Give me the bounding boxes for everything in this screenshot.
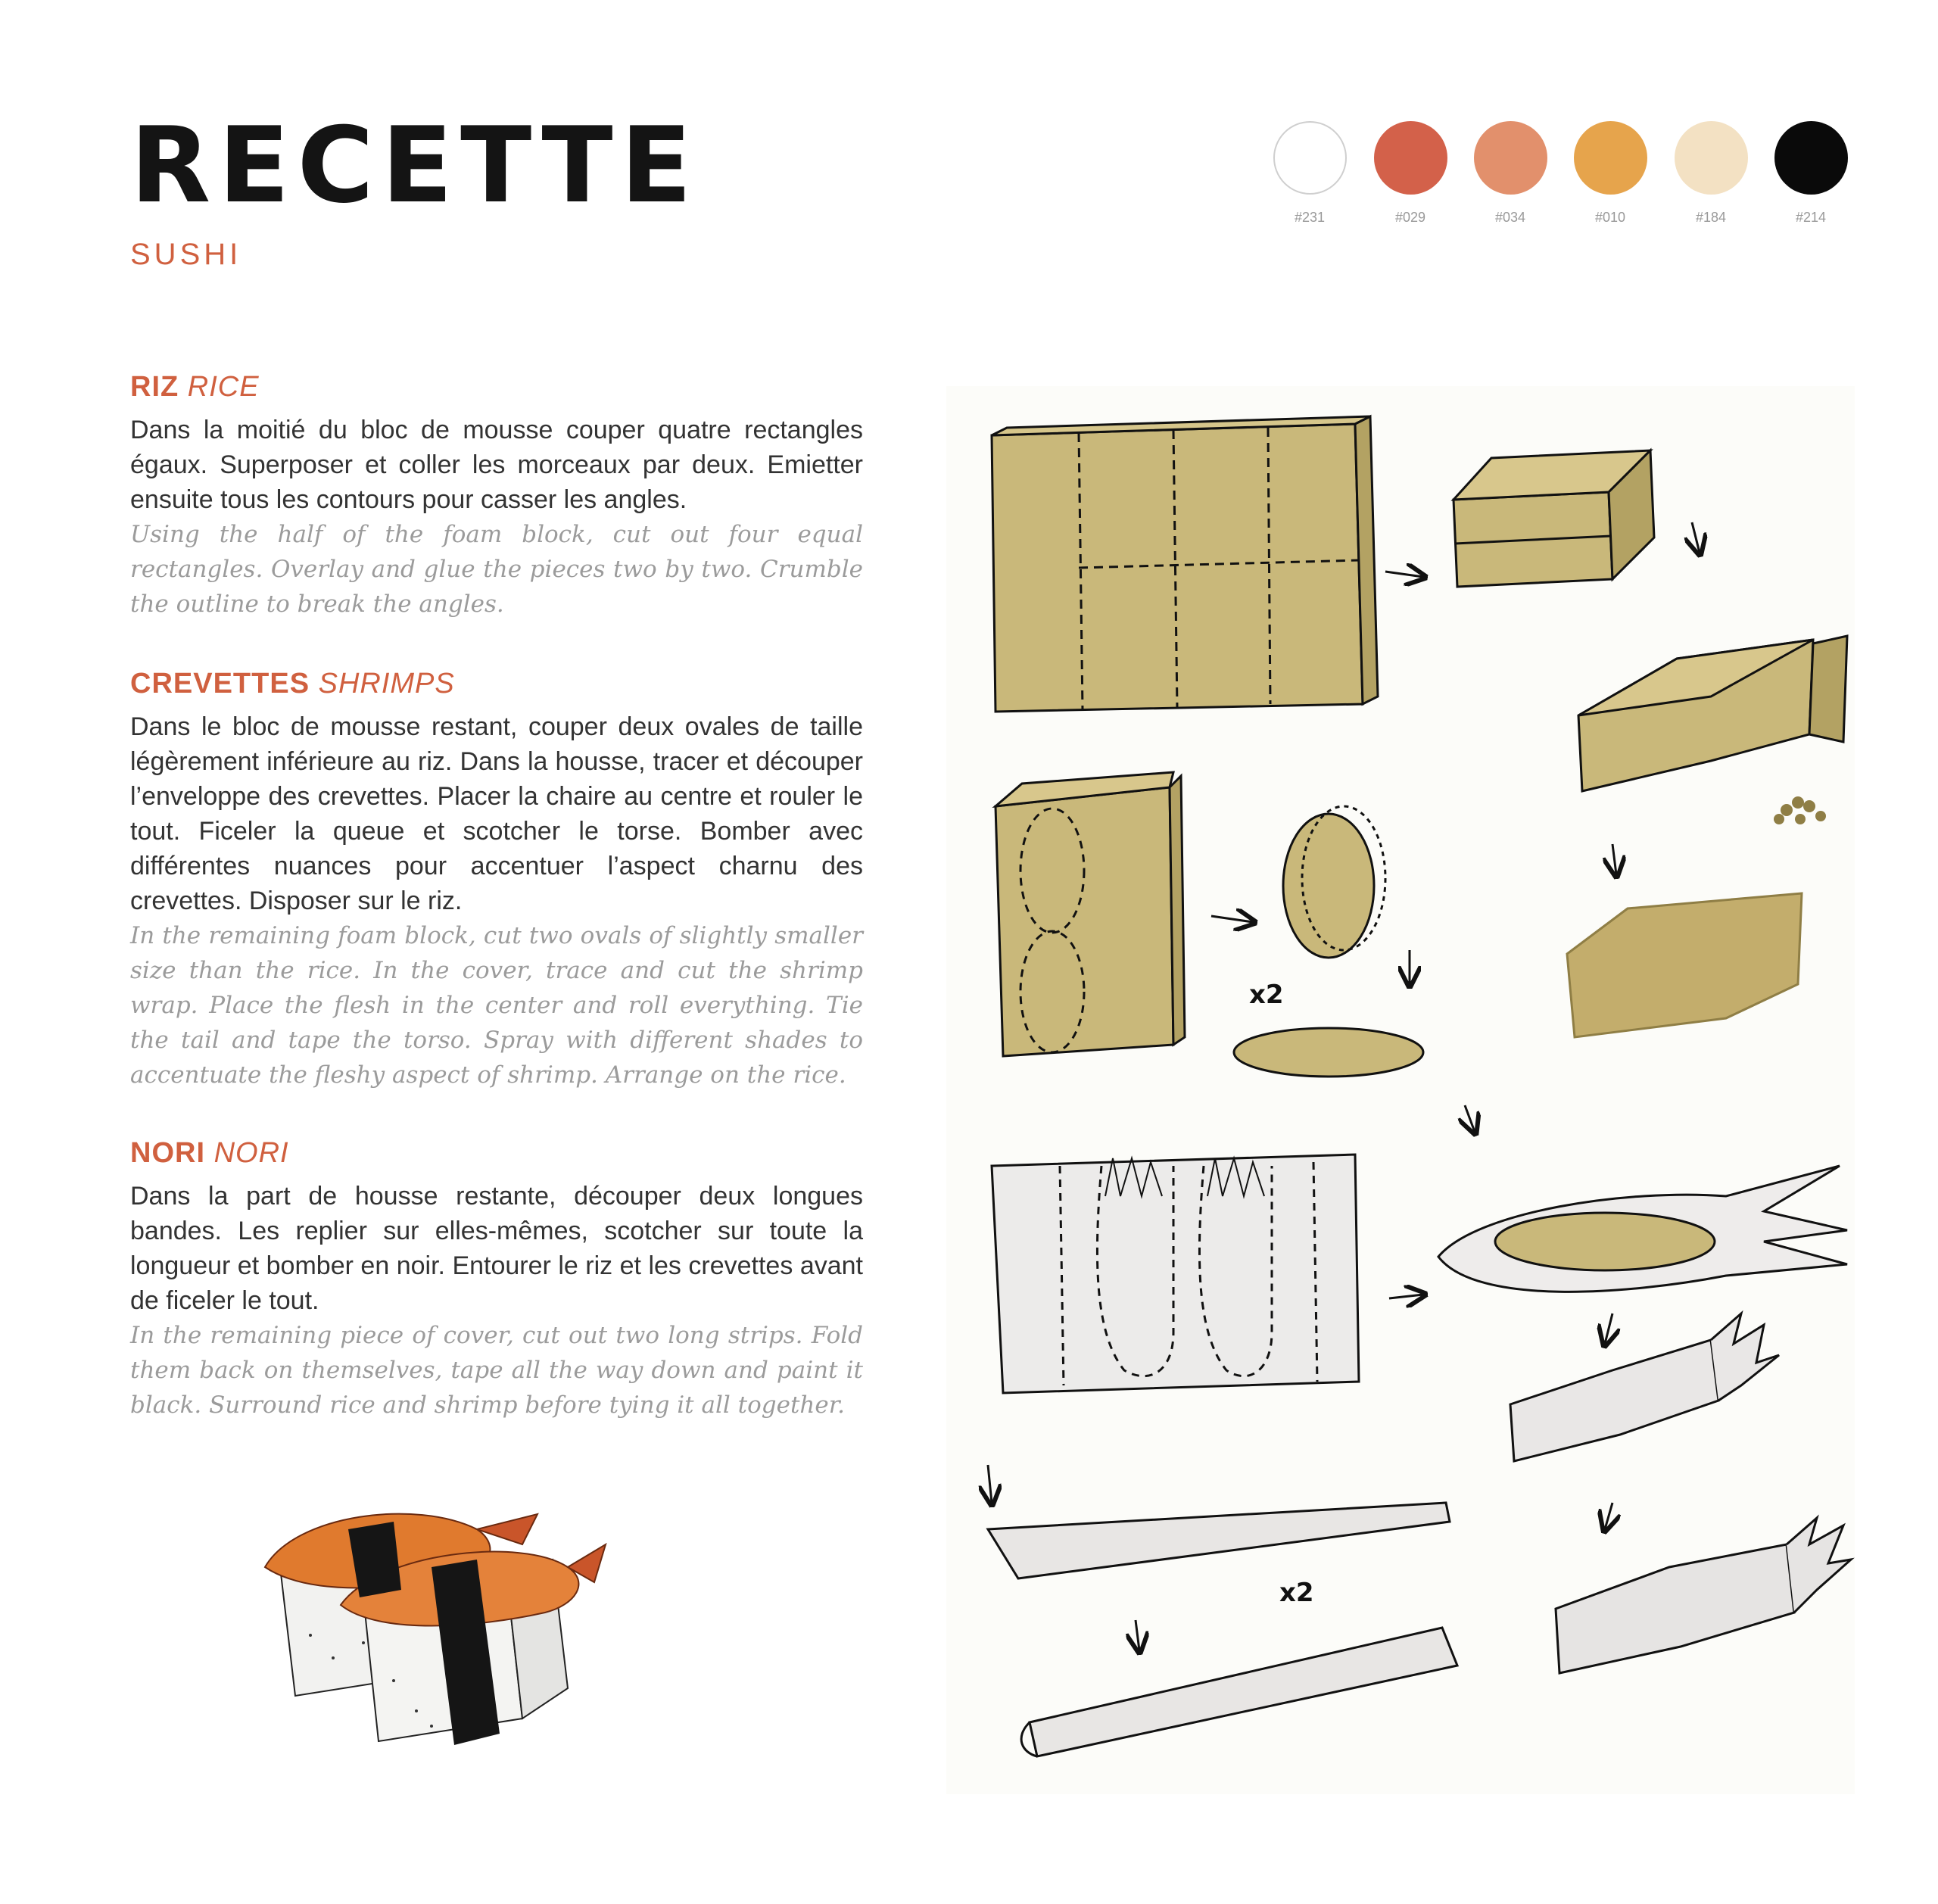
x2-label: x2 [1279,1578,1314,1608]
text-fr: Dans la part de housse restante, découper deux longues bandes. Les replier sur elles-mêmes, scotcher sur toute la longueur et bomber en noir. Entourer le riz et les crevettes avant de ficeler le tout. [130,1182,863,1315]
crumbs [1774,796,1826,824]
swatch-dot [1675,121,1748,195]
oval-drawing [1283,806,1385,958]
tall-block-drawing [995,772,1185,1056]
section-crevettes [130,668,863,1092]
color-palette [1272,121,1855,235]
section-title [130,1137,863,1170]
section-title [130,668,863,700]
swatch-1 [1272,121,1348,226]
rolled-shrimp-drawing [1510,1313,1779,1461]
title-en: RICE [187,371,260,403]
section-title [130,371,863,404]
swatch-dot [1374,121,1447,195]
title-fr: CREVETTES [130,668,310,700]
section-riz [130,371,863,622]
swatch-4 [1572,121,1648,226]
text-fr: Dans la moitié du bloc de mousse couper quatre rectangles égaux. Superposer et coller les morceaux par deux. Emietter ensuite tous les contours pour casser les angles. [130,416,863,514]
swatch-dot [1774,121,1848,195]
foam-block-drawing [992,416,1378,712]
title-en: SHRIMPS [318,668,455,700]
swatch-dot [1474,121,1547,195]
crumbled-block-drawing [1578,636,1847,791]
sushi-image [250,1484,734,1802]
nori-strip-drawing [988,1503,1450,1578]
shrimp-wrap-drawing [1438,1166,1847,1292]
swatch-dot [1574,121,1647,195]
folded-strip-drawing [1021,1628,1457,1756]
x2-label: x2 [1249,980,1284,1010]
text-en: Using the half of the foam block, cut out four equal rectangles. Overlay and glue the pieces two by two. Crumble the outline to break the angles. [130,521,863,618]
text-fr: Dans le bloc de mousse restant, couper deux ovales de taille légèrement inférieure au riz. Dans la housse, tracer et découper l’enveloppe des crevettes. Placer la chaire au centre et rouler le tout. Ficeler la queue et scotcher le torse. Bomber avec différentes nuances pour accentuer l’aspect charnu des crevettes. Disposer sur le riz. [130,712,863,915]
swatch-dot [1273,121,1347,195]
swatch-code: #029 [1394,210,1426,225]
swatch-code: #010 [1594,210,1626,225]
text-en: In the remaining foam block, cut two ovals of slightly smaller size than the rice. In the cover, trace and cut the shrimp wrap. Place the flesh in the center and roll everything. Tie the tail and tape the torso. Spray with different shades to accentuate the fleshy aspect of shrimp. Arrange on the rice. [130,922,863,1089]
cover-sheet-drawing [992,1155,1359,1393]
page-subtitle: SUSHI [130,238,242,271]
swatch-5 [1673,121,1749,226]
text-en: In the remaining piece of cover, cut out two long strips. Fold them back on themselves, tape all the way down and paint it black. Surround rice and shrimp before tying it all together. [130,1322,863,1419]
swatch-2 [1372,121,1448,226]
swatch-code: #184 [1695,210,1727,225]
page-title: RECETTE [130,104,699,226]
swatch-code: #214 [1795,210,1827,225]
title-fr: RIZ [130,371,179,403]
instruction-illustration [946,386,1855,1794]
swatch-6 [1773,121,1849,226]
stacked-blocks-drawing [1454,450,1654,587]
swatch-code: #034 [1494,210,1526,225]
title-fr: NORI [130,1137,205,1169]
swatch-code: #231 [1294,210,1326,225]
finished-shrimp-drawing [1556,1518,1851,1673]
section-nori [130,1137,863,1423]
swatch-3 [1472,121,1548,226]
title-en: NORI [213,1137,289,1169]
flat-oval-drawing [1234,1028,1423,1077]
rice-block-drawing [1567,893,1802,1037]
